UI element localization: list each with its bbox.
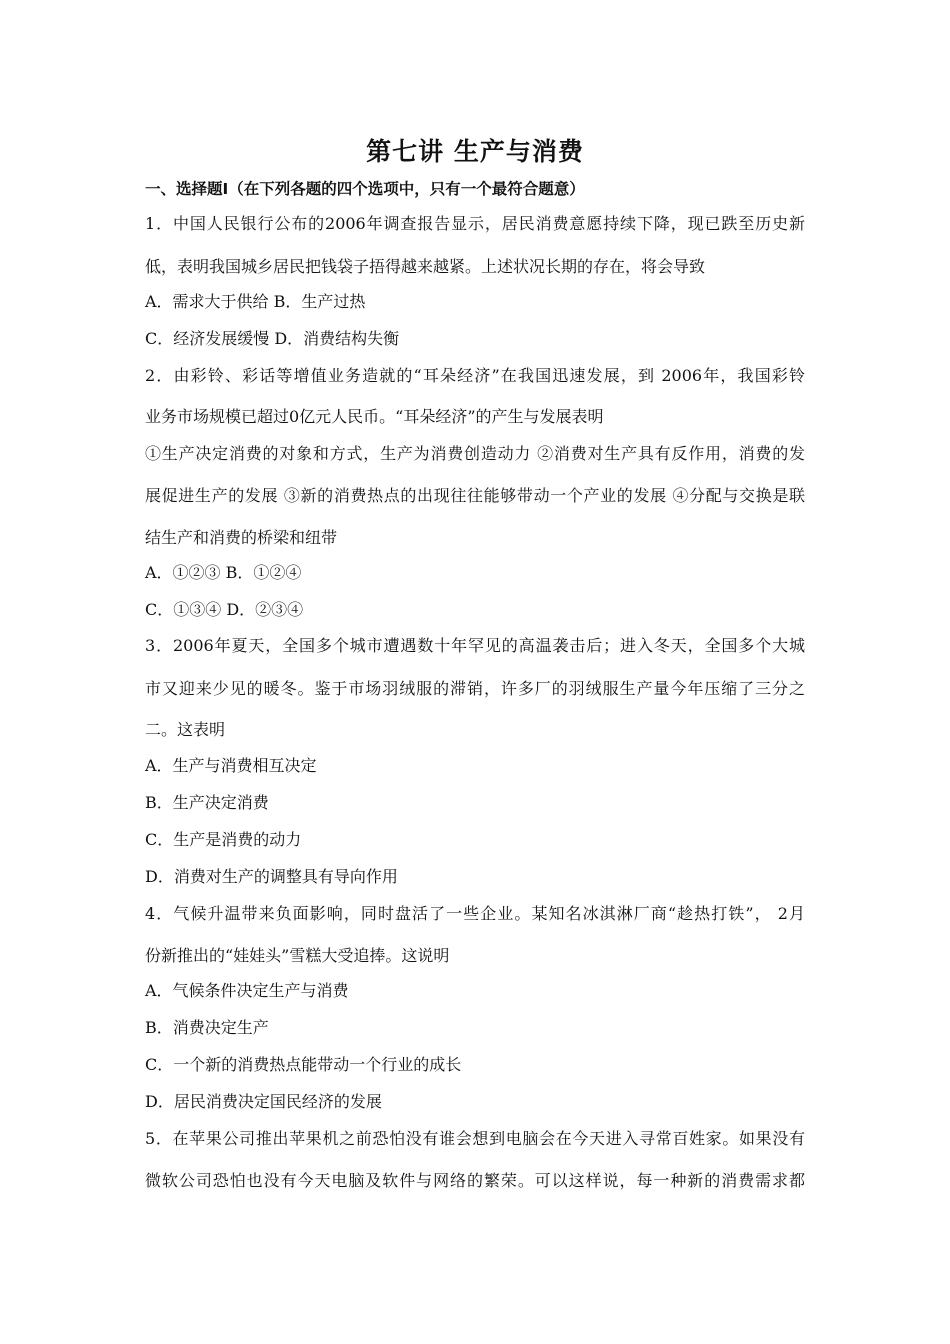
section-heading: 一、选择题Ⅰ（在下列各题的四个选项中，只有一个最符合题意）	[145, 180, 585, 198]
question-2-line-1: 2．由彩铃、彩话等增值业务造就的“耳朵经济”在我国迅速发展，到 2006年，我国彩铃	[145, 366, 805, 385]
question-3-option-a: A．生产与消费相互决定	[145, 756, 317, 775]
question-2-line-3: ①生产决定消费的对象和方式，生产为消费创造动力 ②消费对生产具有反作用，消费的发	[145, 444, 805, 463]
question-4-option-c: C．一个新的消费热点能带动一个行业的成长	[145, 1055, 462, 1074]
question-2-option-line-2: C．①③④ D．②③④	[145, 600, 304, 619]
question-3-option-d: D．消费对生产的调整具有导向作用	[145, 867, 398, 886]
question-2-option-line-1: A．①②③ B．①②④	[145, 563, 302, 582]
question-3-option-b: B．生产决定消费	[145, 793, 269, 812]
question-4-line-2: 份新推出的“娃娃头”雪糕大受追捧。这说明	[145, 946, 450, 965]
question-5-line-1: 5．在苹果公司推出苹果机之前恐怕没有谁会想到电脑会在今天进入寻常百姓家。如果没有	[145, 1129, 805, 1148]
question-3-line-2: 市又迎来少见的暖冬。鉴于市场羽绒服的滞销，许多厂的羽绒服生产量今年压缩了三分之	[145, 679, 805, 698]
question-4-option-d: D．居民消费决定国民经济的发展	[145, 1092, 382, 1111]
question-1-line-2: 低，表明我国城乡居民把钱袋子捂得越来越紧。上述状况长期的存在，将会导致	[145, 257, 706, 276]
question-1-option-line-1: A．需求大于供给 B．生产过热	[145, 292, 366, 311]
question-3-line-3: 二。这表明	[145, 720, 226, 739]
page-title: 第七讲 生产与消费	[366, 137, 584, 166]
question-5-line-2: 微软公司恐怕也没有今天电脑及软件与网络的繁荣。可以这样说，每一种新的消费需求都	[145, 1171, 805, 1190]
question-3-option-c: C．生产是消费的动力	[145, 830, 302, 849]
question-2-line-5: 结生产和消费的桥梁和纽带	[145, 528, 338, 547]
question-4-option-b: B．消费决定生产	[145, 1018, 269, 1037]
question-2-line-4: 展促进生产的发展 ③新的消费热点的出现往往能够带动一个产业的发展 ④分配与交换是联	[145, 486, 805, 505]
question-1-option-line-2: C．经济发展缓慢 D．消费结构失衡	[145, 329, 400, 348]
question-3-line-1: 3．2006年夏天，全国多个城市遭遇数十年罕见的高温袭击后；进入冬天，全国多个大城	[145, 636, 805, 655]
question-4-line-1: 4．气候升温带来负面影响，同时盘活了一些企业。某知名冰淇淋厂商“趁热打铁”， 2月	[145, 904, 805, 923]
question-4-option-a: A．气候条件决定生产与消费	[145, 981, 349, 1000]
question-2-line-2: 业务市场规模已超过0亿元人民币。“耳朵经济”的产生与发展表明	[145, 407, 604, 426]
question-1-line-1: 1．中国人民银行公布的2006年调查报告显示，居民消费意愿持续下降，现已跌至历史新	[145, 214, 805, 233]
